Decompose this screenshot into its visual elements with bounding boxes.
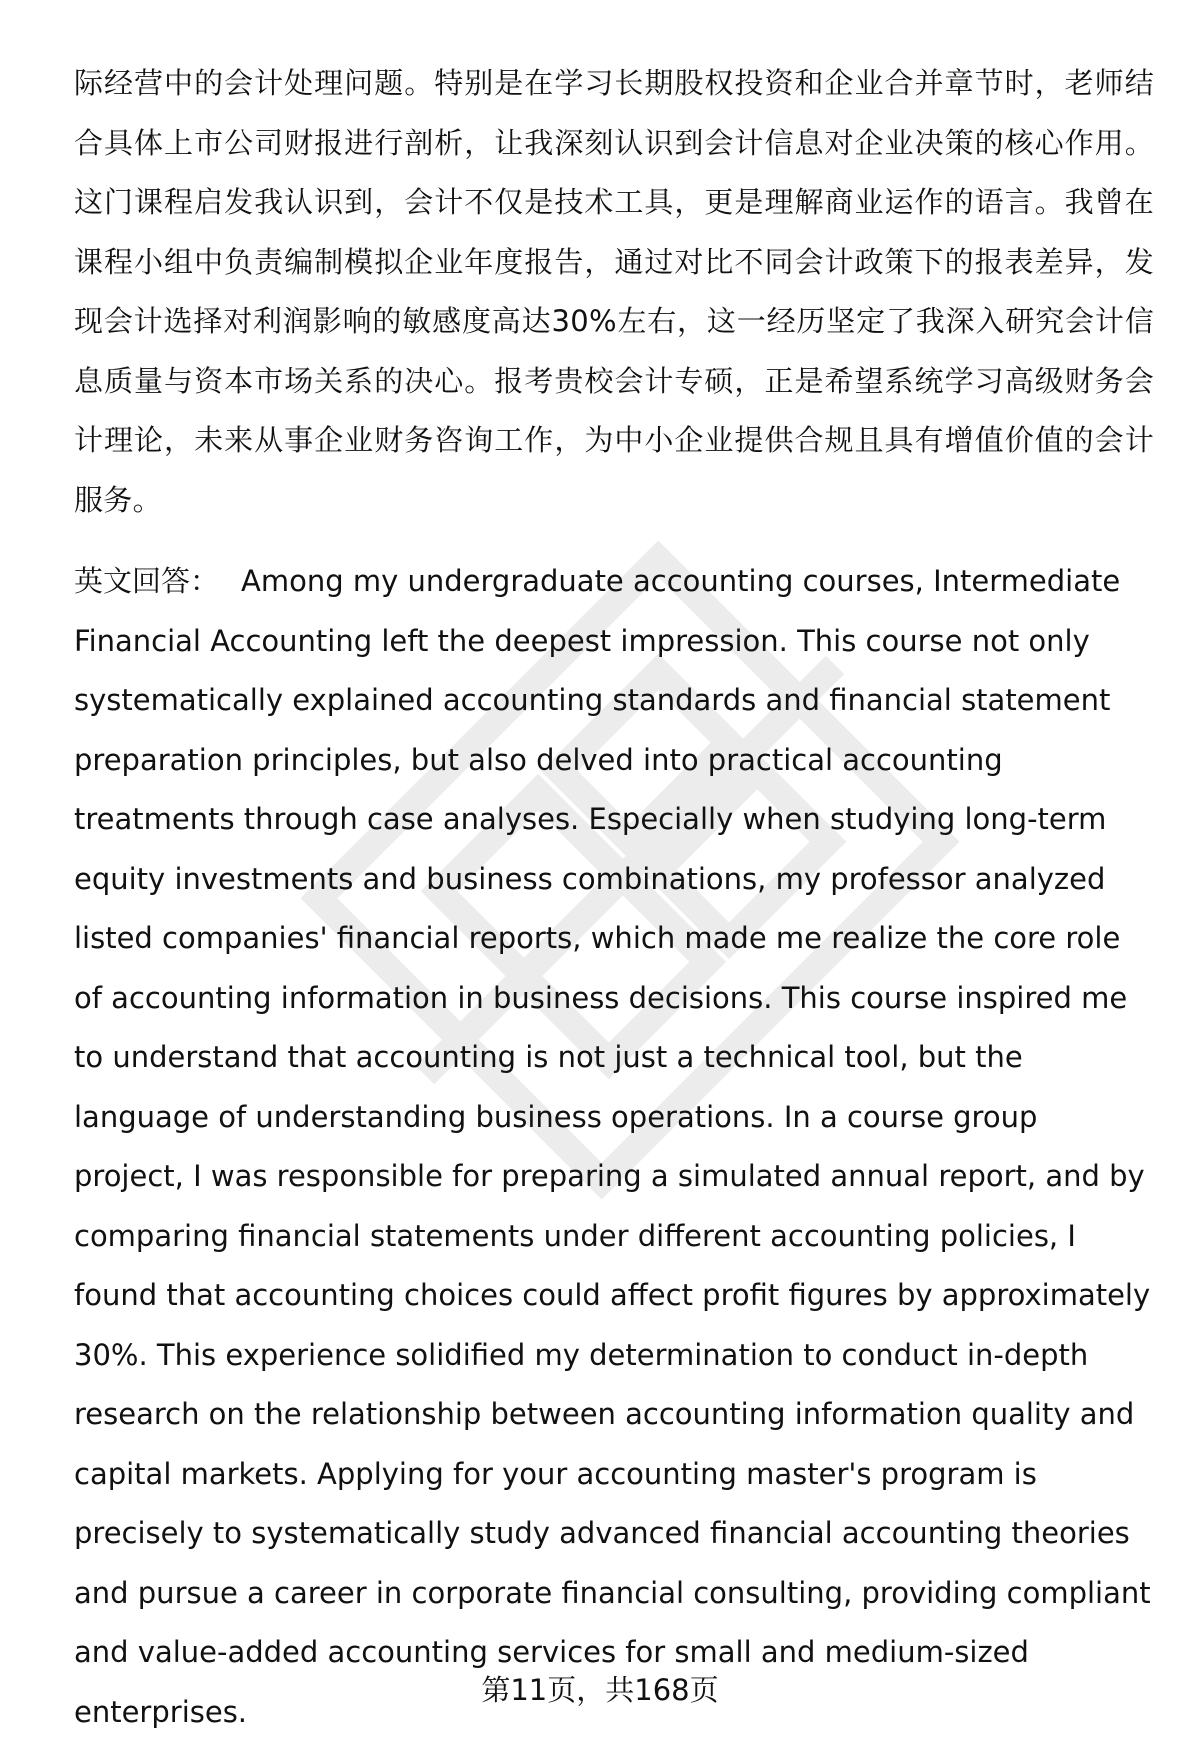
english-answer-label: 英文回答： (74, 564, 220, 598)
document-body (74, 54, 1154, 1742)
english-answer-text: Among my undergraduate accounting courses, Intermediate Financial Accounting left the deepest impression. This course not only systematically explained accounting standards and financial statement preparation principles, but also delved into practical accounting treatments through case analyses. Especially when studying long-term equity investments and business combinations, my professor analyzed listed companies' financial reports, which made me realize the core role of accounting information in business decisions. This course inspired me to understand that accounting is not just a technical tool, but the language of understanding business operations. In a course group project, I was responsible for preparing a simulated annual report, and by comparing financial statements under different accounting policies, I found that accounting choices could affect profit figures by approximately 30%. This experience solidified my determination to conduct in-depth research on the relationship between accounting information quality and capital markets. Applying for your accounting master's program is precisely to systematically study advanced financial accounting theories and pursue a career in corporate financial consulting, providing compliant and value-added accounting services for small and medium-sized enterprises. (74, 564, 1151, 1729)
chinese-paragraph: 际经营中的会计处理问题。特别是在学习长期股权投资和企业合并章节时，老师结合具体上市公司财报进行剖析，让我深刻认识到会计信息对企业决策的核心作用。这门课程启发我认识到，会计不仅是技术工具，更是理解商业运作的语言。我曾在课程小组中负责编制模拟企业年度报告，通过对比不同会计政策下的报表差异，发现会计选择对利润影响的敏感度高达30%左右，这一经历坚定了我深入研究会计信息质量与资本市场关系的决心。报考贵校会计专硕，正是希望系统学习高级财务会计理论，未来从事企业财务咨询工作，为中小企业提供合规且具有增值价值的会计服务。 (74, 66, 1154, 517)
page-indicator: 第11页，共168页 (481, 1673, 719, 1707)
english-answer-paragraph (74, 552, 1154, 1742)
